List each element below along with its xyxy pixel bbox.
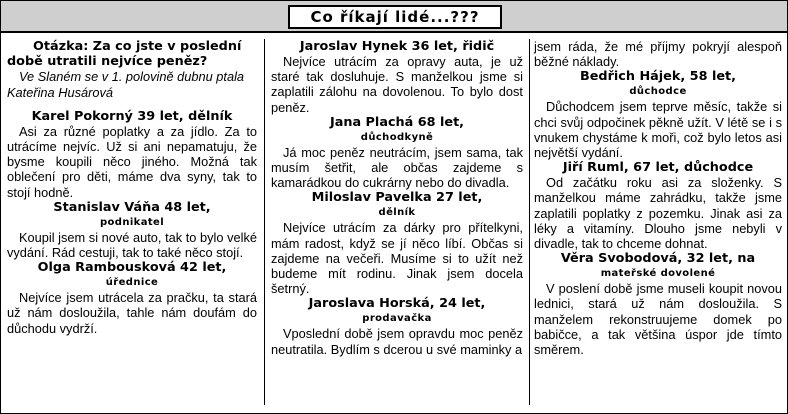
answer-continuation: jsem ráda, že mé příjmy pokryjí alespoň běžné náklady. [534,39,782,70]
answer-text: Nejvíce jsem utrácela za pračku, ta stará už nám dosloužila, tahle nám doufám do důchodu vydrží. [7,290,257,336]
answer-block [7,109,257,200]
column-3 [534,39,782,357]
column-divider [264,39,265,405]
person-heading: Bedřich Hájek, 58 let, [580,69,736,85]
header-title: Co říkají lidé...??? [288,5,502,29]
answer-block [271,190,523,296]
column-2 [271,39,523,357]
person-heading: Jaroslava Horská, 24 let, [308,296,486,312]
person-role: podnikatel [99,216,165,228]
answer-text: Vposlední době jsem opravdu moc peněz neutratila. Bydlím s dcerou u své maminky a [271,326,523,357]
answer-block [7,260,257,336]
column-1 [7,39,257,336]
person-role: dělník [378,207,416,219]
answer-text: Já moc peněz neutrácím, jsem sama, tak musím šetřit, ale občas zajdeme s kamarádkou do cukrárny nebo do divadla. [271,144,523,191]
person-heading: Věra Svobodová, 32 let, na [560,251,756,267]
answer-text: Od začátku roku asi za složenky. S manželkou máme zahrádku, takže jsme zaplatili poplatky z pozemku. Jinak asi za léky a vitamíny. Dlouho jsme nebyli v divadle, tak to chceme dohnat. [534,175,782,252]
question-location: Ve Slaném se v 1. polovině dubnu ptala Kateřina Husárová [7,69,245,100]
person-heading: Olga Rambousková 42 let, [37,260,227,276]
answer-block [534,251,782,357]
person-heading: Jana Plachá 68 let, [329,114,465,130]
person-role: důchodkyně [360,131,434,143]
person-heading: Stanislav Váňa 48 let, [53,199,211,215]
answer-block [7,200,257,260]
answer-text: Nejvíce utrácím za dárky pro přítelkyni, mám radost, když se jí něco líbí. Občas si zajdeme na večeři. Musíme si to užít než budeme mít rodinu. Jinak jsem docela šetrný. [271,220,523,297]
person-role: mateřské dovolené [600,268,716,280]
person-heading: Karel Pokorný 39 let, dělník [31,108,233,124]
answer-block [271,115,523,191]
person-heading: Jiří Ruml, 67 let, důchodce [562,160,754,176]
answer-text: Asi za různé poplatky a za jídlo. Za to utrácíme nejvíc. Už si ani nepamatuju, že bysme koupili něco jiného. Možná tak oblečení pro děti, máme dva syny, tak to stojí hodně. [7,123,257,200]
answer-text: Nejvíce utrácím za opravy auta, je už staré tak dosluhuje. S manželkou jsme si zaplatili zálohu na dovolenou. To bylo dost peněz. [271,54,523,115]
person-role: úřednice [105,277,159,289]
answer-block [271,296,523,356]
answer-block [534,69,782,160]
answer-text: V poslení době jsme museli koupit novou lednici, stará už nám dosloužila. S manželem rekonstruujeme domek po babičce, a tak většina úspor jde tímto směrem. [534,281,782,358]
answer-block [271,39,523,115]
person-heading: Miloslav Pavelka 27 let, [311,190,483,206]
person-heading: Jaroslav Hynek 36 let, řidič [299,39,495,54]
header-bar [1,1,787,33]
answer-text: Koupil jsem si nové auto, tak to bylo velké vydání. Rád cestuji, tak to také něco stojí. [7,229,257,261]
answer-block [534,160,782,251]
person-role: prodavačka [362,313,432,325]
column-divider [529,39,530,405]
question-text: Otázka: Za co jste v poslední době utratili nejvíce peněz? [7,39,242,70]
person-role: důchodce [629,86,687,98]
answer-text: Důchodcem jsem teprve měsíc, takže si chci svůj odpočinek pěkně užít. V létě se i s vnukem chystáme k moři, což bylo letos asi největší vydání. [534,99,782,161]
